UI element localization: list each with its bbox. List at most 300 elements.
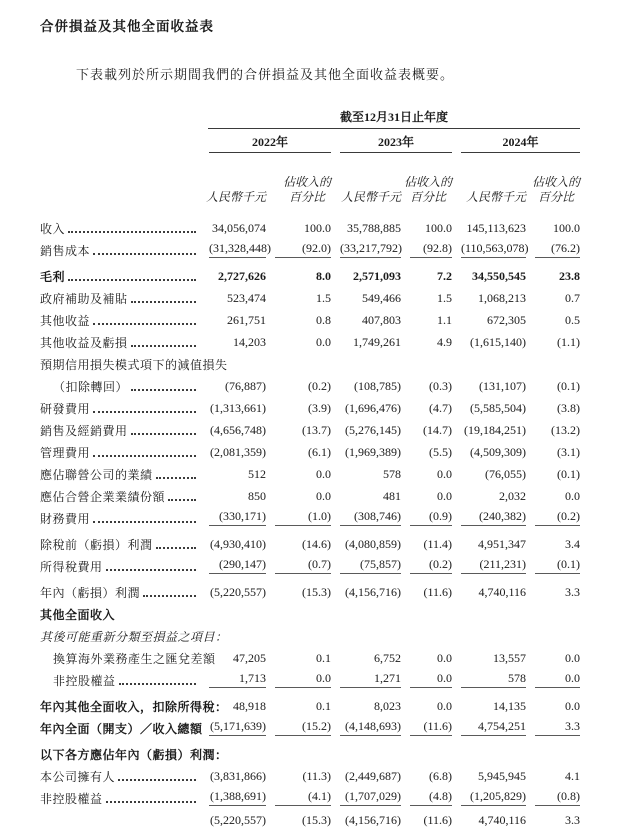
table-row — [40, 714, 580, 736]
percent-cell — [401, 688, 452, 714]
cell-value: (3.8) — [557, 400, 581, 415]
amount-cell — [200, 306, 266, 328]
amount-cell — [200, 328, 266, 350]
amount-cell — [331, 306, 401, 328]
table-row — [40, 762, 580, 784]
row-label — [40, 438, 200, 460]
row-label-text: 應佔聯營公司的業績 — [40, 467, 153, 482]
cell-value: (240,382) — [461, 510, 526, 526]
cell-value: (6.1) — [308, 444, 331, 459]
amount-cell — [452, 806, 526, 827]
row-label — [40, 762, 200, 784]
cell-value: 0.0 — [565, 698, 581, 713]
percent-cell — [266, 574, 331, 600]
amount-cell — [331, 258, 401, 284]
amount-cell — [452, 214, 526, 236]
cell-value: (75,857) — [340, 558, 401, 574]
cell-value: (1,969,389) — [345, 444, 401, 459]
cell-value: (1,615,140) — [470, 334, 526, 349]
cell-value: 0.0 — [316, 466, 331, 481]
dot-leader — [118, 779, 196, 781]
cell-value: (14.6) — [302, 536, 331, 551]
cell-value: (11.6) — [410, 720, 452, 736]
percent-cell — [526, 416, 580, 438]
amount-cell — [452, 460, 526, 482]
row-label — [40, 258, 200, 284]
amount-unit-header: 人民幣千元 — [205, 190, 266, 204]
dot-leader — [93, 411, 196, 413]
amount-cell — [331, 714, 401, 736]
cell-value: (4.7) — [429, 400, 452, 415]
table-row — [40, 526, 580, 552]
cell-value: 3.3 — [535, 814, 580, 827]
cell-value: (4,509,309) — [470, 444, 526, 459]
table-row — [40, 666, 580, 688]
header-spacer — [40, 108, 200, 129]
period-header-row — [40, 108, 580, 129]
row-label — [40, 236, 200, 258]
dot-leader — [131, 301, 196, 303]
cell-value: 3.4 — [565, 536, 581, 551]
amount-cell — [200, 284, 266, 306]
amount-cell — [200, 762, 266, 784]
percent-cell — [401, 258, 452, 284]
percent-cell — [526, 504, 580, 526]
cell-value: (1,388,691) — [209, 790, 266, 806]
amount-cell — [331, 574, 401, 600]
cell-value: (2,449,687) — [345, 768, 401, 783]
percent-cell — [266, 306, 331, 328]
cell-value: (1,313,661) — [210, 400, 266, 415]
percent-cell — [401, 394, 452, 416]
amount-cell — [331, 460, 401, 482]
amount-cell — [331, 762, 401, 784]
cell-value: 100.0 — [304, 220, 331, 235]
percent-cell — [266, 784, 331, 806]
period-header: 截至12月31日止年度 — [208, 108, 580, 129]
percent-cell — [266, 644, 331, 666]
cell-value: (76,055) — [485, 466, 526, 481]
amount-cell — [452, 372, 526, 394]
table-row — [40, 736, 580, 762]
row-label-text: 應佔合營企業業績份額 — [40, 489, 166, 504]
percent-cell — [526, 644, 580, 666]
amount-cell — [452, 762, 526, 784]
cell-value: 47,205 — [233, 650, 266, 665]
cell-value: (211,231) — [461, 558, 526, 574]
row-label — [40, 806, 200, 827]
percent-cell — [266, 284, 331, 306]
row-label-text: 年內其他全面收入，扣除所得稅： — [40, 699, 228, 714]
amount-cell — [200, 806, 266, 827]
percent-cell — [401, 806, 452, 827]
percent-cell — [401, 526, 452, 552]
cell-value: 8.0 — [316, 268, 331, 283]
cell-value: 0.0 — [437, 650, 452, 665]
cell-value: 2,727,626 — [218, 268, 266, 283]
row-label — [40, 504, 200, 526]
table-row — [40, 552, 580, 574]
percent-cell — [401, 714, 452, 736]
amount-cell — [331, 504, 401, 526]
percent-cell — [401, 666, 452, 688]
cell-value: (1,707,029) — [340, 790, 401, 806]
cell-value: (6.8) — [429, 768, 452, 783]
table-row — [40, 284, 580, 306]
percent-cell — [401, 236, 452, 258]
row-label — [40, 666, 200, 688]
cell-value: 1.1 — [437, 312, 452, 327]
dot-leader — [156, 547, 196, 549]
row-label — [40, 460, 200, 482]
cell-value: 35,788,885 — [347, 220, 401, 235]
cell-value: (0.2) — [308, 378, 331, 393]
cell-value: (11.3) — [302, 768, 331, 783]
cell-value: 0.0 — [565, 650, 581, 665]
amount-cell — [200, 372, 266, 394]
cell-value: (3.1) — [557, 444, 581, 459]
cell-value: 1,271 — [340, 672, 401, 688]
cell-value: 672,305 — [487, 312, 526, 327]
cell-value: (1.0) — [275, 510, 331, 526]
cell-value: 13,557 — [493, 650, 526, 665]
percent-cell — [526, 258, 580, 284]
amount-cell — [200, 784, 266, 806]
amount-cell — [452, 236, 529, 258]
row-label-text: 所得稅費用 — [40, 559, 103, 574]
row-label-text: 以下各方應佔年內（虧損）利潤： — [40, 747, 228, 762]
amount-cell — [200, 666, 266, 688]
dot-leader — [68, 231, 196, 233]
row-label — [40, 600, 580, 622]
cell-value: 0.0 — [410, 672, 452, 688]
percent-cell — [401, 644, 452, 666]
percent-cell — [526, 214, 580, 236]
percent-cell — [526, 236, 580, 258]
percent-cell — [401, 762, 452, 784]
amount-cell — [331, 214, 401, 236]
cell-value: 4.1 — [565, 768, 581, 783]
amount-cell — [452, 784, 526, 806]
row-label-text: 收入 — [40, 221, 66, 236]
amount-cell — [331, 688, 401, 714]
amount-unit-header: 人民幣千元 — [340, 190, 401, 204]
year-2024-header: 2024年 — [461, 129, 580, 153]
amount-cell — [452, 306, 526, 328]
amount-cell — [452, 574, 526, 600]
cell-value: 1,713 — [209, 672, 266, 688]
row-label — [40, 736, 580, 762]
dot-leader — [93, 253, 196, 255]
percent-cell — [401, 214, 452, 236]
row-label — [40, 394, 200, 416]
percent-cell — [266, 806, 331, 827]
cell-value: (4,156,716) — [340, 814, 401, 827]
table-row — [40, 806, 580, 827]
cell-value: 261,751 — [227, 312, 266, 327]
amount-cell — [331, 482, 401, 504]
dot-leader — [106, 801, 196, 803]
percent-cell — [266, 688, 331, 714]
row-label-text: （扣除轉回） — [53, 379, 129, 394]
cell-value: (4,156,716) — [345, 584, 401, 599]
cell-value: (33,217,792) — [340, 242, 401, 258]
amount-cell — [331, 416, 401, 438]
page-title: 合併損益及其他全面收益表 — [40, 19, 214, 34]
cell-value: (92.0) — [275, 242, 331, 258]
dot-leader — [68, 279, 196, 281]
amount-cell — [200, 438, 266, 460]
cell-value: (0.7) — [275, 558, 331, 574]
cell-value: (4,656,748) — [210, 422, 266, 437]
cell-value: (0.1) — [557, 466, 581, 481]
amount-cell — [200, 526, 266, 552]
percent-cell — [401, 552, 452, 574]
intro-paragraph: 下表載列於所示期間我們的合併損益及其他全面收益表概要。 — [76, 67, 455, 82]
cell-value: (76,887) — [225, 378, 266, 393]
cell-value: (76.2) — [535, 242, 580, 258]
cell-value: 4,740,116 — [478, 584, 526, 599]
row-label-text: 財務費用 — [40, 511, 91, 526]
amount-cell — [331, 394, 401, 416]
table-row — [40, 328, 580, 350]
cell-value: (0.9) — [410, 510, 452, 526]
cell-value: 0.0 — [316, 334, 331, 349]
percent-cell — [266, 416, 331, 438]
dot-leader — [119, 683, 196, 685]
cell-value: (5,276,145) — [345, 422, 401, 437]
row-label — [40, 328, 200, 350]
amount-cell — [452, 526, 526, 552]
cell-value: (31,328,448) — [209, 242, 266, 258]
cell-value: (1.1) — [557, 334, 581, 349]
cell-value: (4.8) — [410, 790, 452, 806]
percent-cell — [266, 394, 331, 416]
cell-value: 14,135 — [493, 698, 526, 713]
cell-value: 3.3 — [565, 584, 581, 599]
table-row — [40, 416, 580, 438]
pct-header: 佔收入的 百分比 — [532, 175, 581, 204]
row-label-text: 銷售及經銷費用 — [40, 423, 128, 438]
cell-value: (15.3) — [275, 814, 331, 827]
cell-value: 0.7 — [565, 290, 581, 305]
table-row — [40, 236, 580, 258]
cell-value: 0.0 — [437, 488, 452, 503]
row-label — [40, 284, 200, 306]
cell-value: 850 — [248, 488, 266, 503]
dot-leader — [131, 389, 196, 391]
amount-cell — [452, 644, 526, 666]
cell-value: 549,466 — [362, 290, 401, 305]
cell-value: (0.1) — [557, 378, 581, 393]
cell-value: (19,184,251) — [464, 422, 526, 437]
amount-cell — [200, 236, 271, 258]
cell-value: 1.5 — [437, 290, 452, 305]
cell-value: (92.8) — [410, 242, 452, 258]
percent-cell — [401, 574, 452, 600]
percent-cell — [526, 552, 580, 574]
cell-value: 481 — [383, 488, 401, 503]
amount-cell — [200, 416, 266, 438]
cell-value: 5,945,945 — [478, 768, 526, 783]
cell-value: 34,550,545 — [472, 268, 526, 283]
amount-cell — [331, 236, 401, 258]
percent-cell — [266, 714, 331, 736]
percent-cell — [266, 666, 331, 688]
row-label — [40, 416, 200, 438]
row-label-text: 非控股權益 — [53, 673, 116, 688]
cell-value: (4.1) — [275, 790, 331, 806]
income-statement-table — [40, 108, 580, 827]
cell-value: 8,023 — [374, 698, 401, 713]
cell-value: 34,056,074 — [212, 220, 266, 235]
percent-cell — [526, 482, 580, 504]
table-row — [40, 460, 580, 482]
dot-leader — [131, 433, 196, 435]
percent-cell — [526, 284, 580, 306]
percent-cell — [266, 372, 331, 394]
cell-value: 578 — [383, 466, 401, 481]
row-label — [40, 482, 200, 504]
percent-cell — [526, 574, 580, 600]
percent-cell — [266, 482, 331, 504]
table-row — [40, 622, 580, 644]
amount-cell — [452, 284, 526, 306]
dot-leader — [156, 477, 196, 479]
row-label — [40, 552, 200, 574]
row-label — [40, 574, 200, 600]
amount-unit-header: 人民幣千元 — [465, 190, 526, 204]
row-label-text: 年內（虧損）利潤 — [40, 585, 141, 600]
cell-value: 4,740,116 — [461, 814, 526, 827]
cell-value: (0.1) — [535, 558, 580, 574]
percent-cell — [266, 258, 331, 284]
cell-value: (4,930,410) — [210, 536, 266, 551]
cell-value: (5,171,639) — [209, 720, 266, 736]
amount-cell — [200, 460, 266, 482]
percent-cell — [526, 394, 580, 416]
cell-value: 0.0 — [437, 698, 452, 713]
percent-cell — [401, 784, 452, 806]
percent-cell — [401, 284, 452, 306]
cell-value: (1,696,476) — [345, 400, 401, 415]
percent-cell — [401, 416, 452, 438]
year-header-row — [40, 129, 580, 153]
percent-cell — [401, 328, 452, 350]
row-label-text: 研發費用 — [40, 401, 91, 416]
amount-cell — [331, 666, 401, 688]
amount-cell — [452, 328, 526, 350]
cell-value: 0.0 — [565, 488, 581, 503]
row-label-text: 本公司擁有人 — [40, 769, 116, 784]
cell-value: 0.1 — [316, 650, 331, 665]
amount-cell — [331, 806, 401, 827]
cell-value: (3,831,866) — [210, 768, 266, 783]
amount-cell — [200, 214, 266, 236]
cell-value: (2,081,359) — [210, 444, 266, 459]
row-label — [40, 306, 200, 328]
cell-value: (3.9) — [308, 400, 331, 415]
amount-cell — [331, 438, 401, 460]
cell-value: 1,068,213 — [478, 290, 526, 305]
percent-cell — [266, 460, 331, 482]
cell-value: (11.6) — [423, 584, 452, 599]
percent-cell — [526, 666, 580, 688]
percent-cell — [401, 460, 452, 482]
cell-value: (5.5) — [429, 444, 452, 459]
row-label-text: 管理費用 — [40, 445, 91, 460]
amount-cell — [452, 438, 526, 460]
pct-header: 佔收入的 百分比 — [282, 175, 331, 204]
percent-cell — [526, 372, 580, 394]
amount-cell — [331, 552, 401, 574]
cell-value: (0.2) — [410, 558, 452, 574]
cell-value: (4,148,693) — [340, 720, 401, 736]
table-row — [40, 350, 580, 372]
cell-value: 0.0 — [275, 672, 331, 688]
table-row — [40, 372, 580, 394]
percent-cell — [401, 438, 452, 460]
amount-cell — [200, 482, 266, 504]
amount-cell — [200, 574, 266, 600]
row-label — [40, 350, 580, 372]
percent-cell — [266, 236, 331, 258]
cell-value: 1,749,261 — [353, 334, 401, 349]
dot-leader — [143, 595, 196, 597]
row-label-text: 年內全面（開支）／收入總額 — [40, 721, 203, 736]
row-label — [40, 526, 200, 552]
cell-value: 0.0 — [316, 488, 331, 503]
percent-cell — [526, 714, 580, 736]
table-row — [40, 306, 580, 328]
cell-value: 3.3 — [535, 720, 580, 736]
dot-leader — [93, 455, 196, 457]
header-spacer — [40, 153, 200, 214]
table-row — [40, 482, 580, 504]
cell-value: 4.9 — [437, 334, 452, 349]
cell-value: (110,563,078) — [461, 242, 526, 258]
cell-value: 523,474 — [227, 290, 266, 305]
table-row — [40, 504, 580, 526]
table-row — [40, 644, 580, 666]
cell-value: 0.1 — [316, 698, 331, 713]
row-label — [40, 372, 200, 394]
cell-value: (11.6) — [410, 814, 452, 827]
percent-cell — [401, 482, 452, 504]
cell-value: (0.3) — [429, 378, 452, 393]
cell-value: (13.7) — [302, 422, 331, 437]
percent-cell — [401, 372, 452, 394]
row-label-text: 銷售成本 — [40, 243, 91, 258]
table-row — [40, 214, 580, 236]
table-row — [40, 394, 580, 416]
cell-value: 2,571,093 — [353, 268, 401, 283]
cell-value: (1,205,829) — [461, 790, 526, 806]
percent-cell — [526, 526, 580, 552]
cell-value: (11.4) — [423, 536, 452, 551]
percent-cell — [526, 688, 580, 714]
cell-value: 23.8 — [559, 268, 581, 283]
row-label-text: 預期信用損失模式項下的減值損失 — [40, 357, 228, 372]
percent-cell — [526, 328, 580, 350]
percent-cell — [526, 438, 580, 460]
cell-value: 7.2 — [437, 268, 452, 283]
amount-cell — [200, 394, 266, 416]
amount-cell — [452, 714, 526, 736]
row-label-text: 其他全面收入 — [40, 607, 116, 622]
amount-cell — [200, 552, 266, 574]
percent-cell — [266, 438, 331, 460]
